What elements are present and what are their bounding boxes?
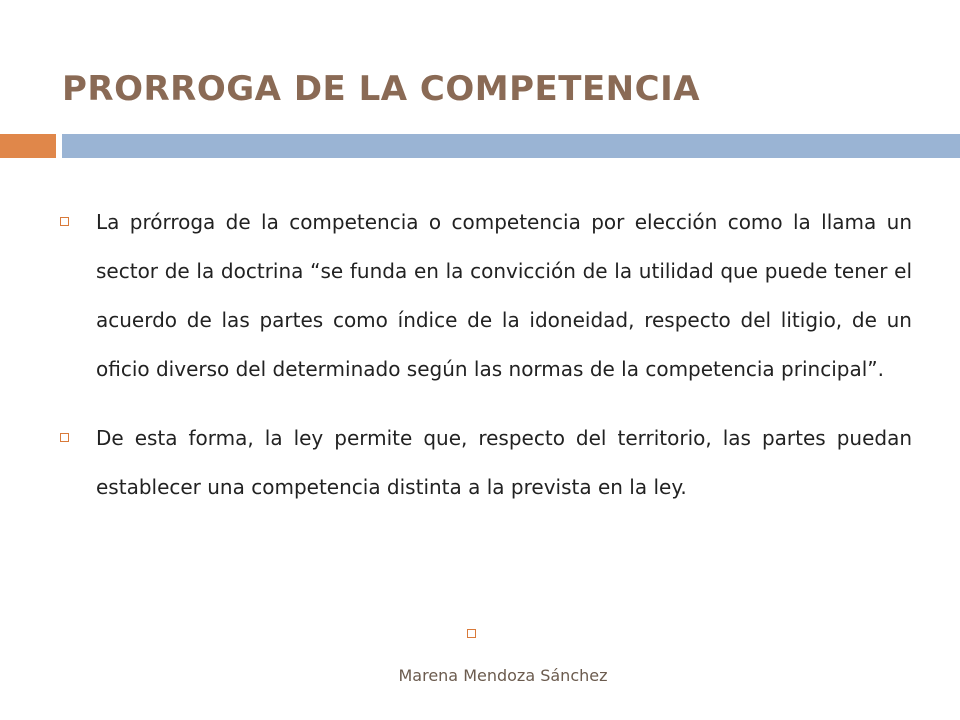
bullet-item xyxy=(56,198,912,394)
accent-bar-blue xyxy=(62,134,960,158)
bullet-text: La prórroga de la competencia o competencia por elección como la llama un sector de la doctrina “se funda en la convicción de la utilidad que puede tener el acuerdo de las partes como índice de la idoneidad, respecto del litigio, de un oficio diverso del determinado según las normas de la competencia principal”. xyxy=(96,210,912,381)
bullet-text: De esta forma, la ley permite que, respecto del territorio, las partes puedan establecer una competencia distinta a la prevista en la ley. xyxy=(96,426,912,499)
accent-bar-orange xyxy=(0,134,56,158)
hollow-square-bullet-icon xyxy=(60,217,69,226)
bullet-item xyxy=(56,414,912,512)
footer-bullet-icon xyxy=(467,629,476,638)
slide-title: PRORROGA DE LA COMPETENCIA xyxy=(62,69,701,109)
hollow-square-bullet-icon xyxy=(60,433,69,442)
footer-author: Marena Mendoza Sánchez xyxy=(398,666,608,685)
bullet-list xyxy=(56,198,912,532)
